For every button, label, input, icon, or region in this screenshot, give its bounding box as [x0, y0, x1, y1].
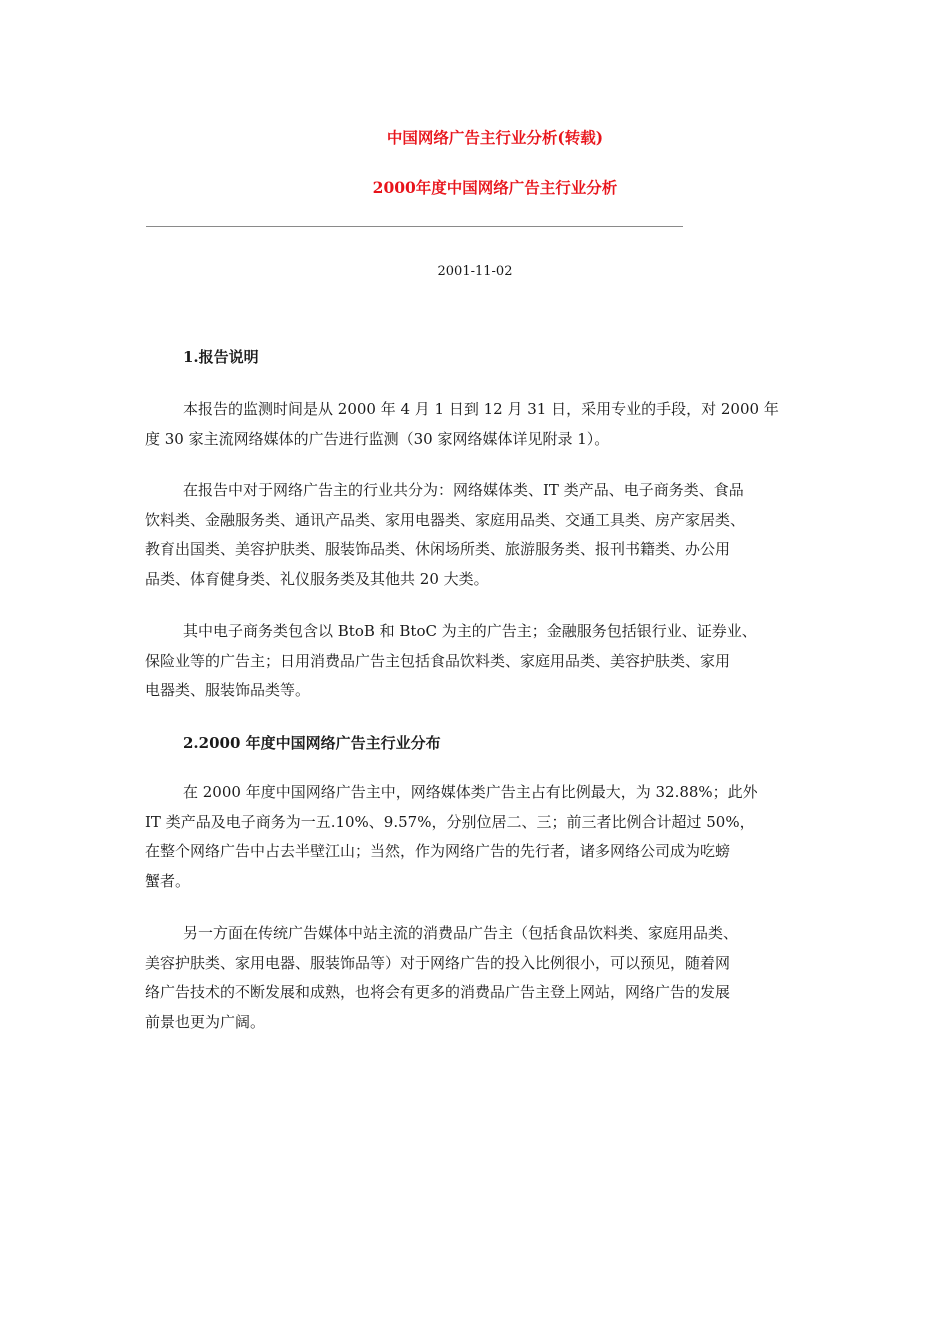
paragraph-line: IT 类产品及电子商务为一五.10%、9.57%，分别位居二、三；前三者比例合计超过 50%，: [145, 812, 755, 831]
paragraph: [145, 919, 809, 1037]
paragraph-line: 电器类、服装饰品类等。: [145, 681, 311, 699]
paragraph-line: 度 30 家主流网络媒体的广告进行监测（30 家网络媒体详见附录 1）。: [145, 429, 610, 448]
paragraph-line: 保险业等的广告主；日用消费品广告主包括食品饮料类、家庭用品类、美容护肤类、家用: [145, 651, 731, 670]
paragraph-line: 络广告技术的不断发展和成熟，也将会有更多的消费品广告主登上网站，网络广告的发展: [145, 983, 731, 1001]
document-title: 中国网络广告主行业分析(转载): [386, 128, 604, 147]
paragraph-line: 另一方面在传统广告媒体中站主流的消费品广告主（包括食品饮料类、家庭用品类、: [183, 924, 739, 942]
paragraph-line: 品类、体育健身类、礼仪服务类及其他共 20 大类。: [145, 569, 489, 588]
paragraph-line: 在 2000 年度中国网络广告主中，网络媒体类广告主占有比例最大，为 32.88%；此外: [183, 783, 758, 801]
paragraph-line: 在报告中对于网络广告主的行业共分为：网络媒体类、IT 类产品、电子商务类、食品: [183, 481, 744, 499]
section-heading-report-description: 1.报告说明: [183, 348, 259, 366]
publish-date: 2001-11-02: [437, 264, 513, 279]
paragraph-line: 前景也更为广阔。: [145, 1012, 266, 1031]
paragraph: [145, 476, 809, 594]
paragraph-line: 其中电子商务类包含以 BtoB 和 BtoC 为主的广告主；金融服务包括银行业、证券业、: [183, 622, 757, 640]
document-subtitle: 2000年度中国网络广告主行业分析: [372, 178, 618, 197]
horizontal-rule: [146, 226, 683, 227]
paragraph-line: 本报告的监测时间是从 2000 年 4 月 1 日到 12 月 31 日，采用专业的手段，对 2000 年: [183, 400, 779, 418]
paragraph-line: 教育出国类、美容护肤类、服装饰品类、休闲场所类、旅游服务类、报刊书籍类、办公用: [145, 540, 731, 558]
paragraph-line: 美容护肤类、家用电器、服装饰品等）对于网络广告的投入比例很小，可以预见，随着网: [145, 953, 731, 972]
paragraph: [145, 395, 809, 454]
paragraph-line: 在整个网络广告中占去半壁江山；当然，作为网络广告的先行者，诸多网络公司成为吃螃: [145, 842, 731, 860]
paragraph-line: 蟹者。: [145, 871, 191, 890]
paragraph: [145, 617, 809, 706]
paragraph: [145, 778, 809, 896]
section-heading-industry-distribution: 2.2000 年度中国网络广告主行业分布: [183, 734, 441, 752]
paragraph-line: 饮料类、金融服务类、通讯产品类、家用电器类、家庭用品类、交通工具类、房产家居类、: [145, 510, 746, 529]
